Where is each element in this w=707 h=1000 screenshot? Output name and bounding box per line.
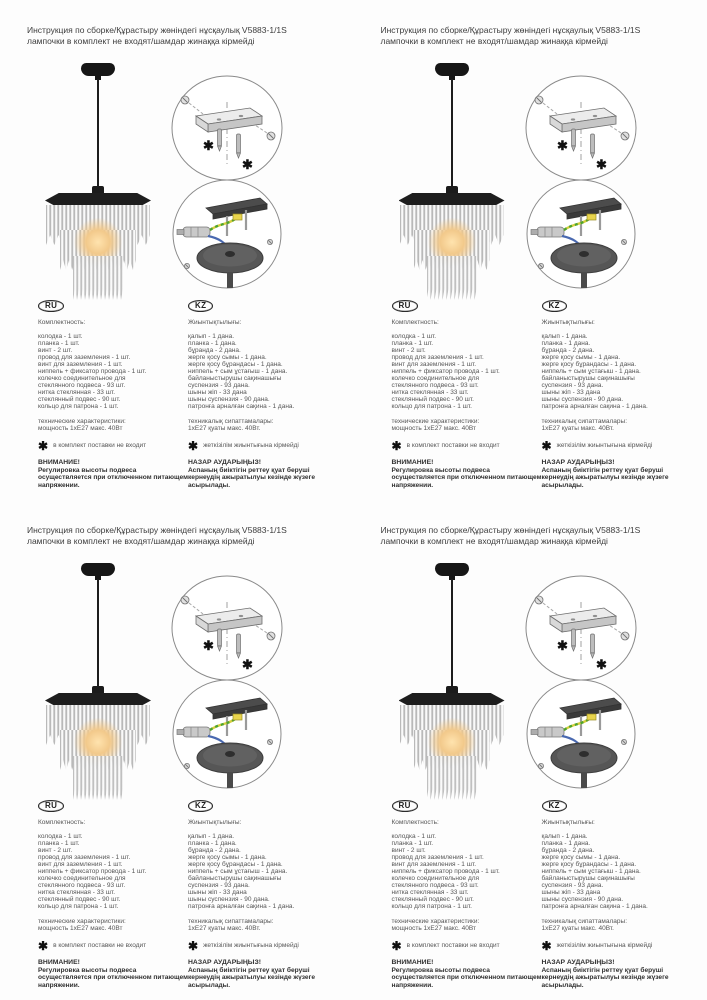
parts-list-item: бұранда - 2 дана. — [541, 846, 595, 854]
ru-tech-heading: технические характеристики: — [391, 417, 480, 425]
parts-list-item: планка - 1 дана. — [541, 339, 591, 347]
parts-list-item: жерге қосу бұрандасы - 1 дана. — [541, 860, 637, 868]
kz-warning — [188, 459, 340, 490]
parts-list-item: планка - 1 шт. — [38, 839, 80, 847]
parts-list-item: қалып - 1 дана. — [188, 832, 235, 840]
kz-footnote — [541, 438, 694, 453]
instruction-panel — [0, 0, 354, 500]
screw-icon — [184, 263, 189, 268]
asterisk-icon: ✱ — [391, 438, 402, 453]
ru-column — [38, 800, 190, 989]
parts-list-item: планка - 1 шт. — [391, 339, 434, 347]
ru-tech-specs — [392, 918, 544, 932]
title-line-1: Инструкция по сборке/Құрастыру жөніндегі нұсқаулық V5883-1/1S — [27, 525, 287, 535]
parts-list-item: винт - 2 шт. — [391, 346, 426, 354]
ru-tech-heading: технические характеристики: — [38, 417, 126, 425]
parts-list-item: колечко соединительное для — [391, 374, 480, 382]
ru-badge: RU — [392, 300, 418, 312]
parts-list-item: ниппель + фиксатор провода - 1 шт. — [38, 867, 147, 875]
screw-icon — [621, 239, 626, 244]
kz-footnote-text: жеткізілім жиынтығына кірмейді — [203, 942, 299, 949]
panel-slot-bottom-left — [0, 500, 354, 1000]
parts-list-item: байланыстырушы сақинашығы — [541, 874, 635, 882]
kz-tech-specs — [188, 418, 340, 432]
parts-list-item: провод для заземления - 1 шт. — [391, 353, 484, 361]
ru-warning-body: Регулировка высоты подвеса осуществляется при отключенном питающем напряжении. — [391, 966, 542, 989]
instruction-panel — [354, 500, 707, 1000]
asterisk-icon: ✱ — [188, 438, 199, 453]
kz-parts-list — [542, 833, 694, 910]
panel-title — [27, 25, 287, 47]
screw-icon — [538, 263, 543, 268]
parts-list-item: провод для заземления - 1 шт. — [38, 353, 131, 361]
parts-list-item: стеклянного подвеса - 93 шт. — [38, 881, 126, 889]
crystal-tier-3 — [73, 256, 123, 300]
wall-anchor-icon — [571, 129, 575, 151]
kz-badge: KZ — [188, 800, 213, 812]
parts-list-item: кольцо для патрона - 1 шт. — [38, 402, 119, 410]
parts-list-item: провод для заземления - 1 шт. — [38, 853, 131, 861]
kz-tech-value: 1хЕ27 қуаты макс. 40Вт. — [541, 424, 614, 432]
asterisk-marker: ✱ — [595, 657, 607, 672]
ru-parts-heading: Комплектность: — [391, 818, 439, 826]
chandelier-photo — [40, 560, 156, 790]
ru-warning-body: Регулировка высоты подвеса осуществляется при отключенном питающем напряжении. — [391, 466, 542, 489]
parts-list-item: бұранда - 2 дана. — [188, 346, 241, 354]
parts-list-item: патронға арналған сақина - 1 дана. — [188, 402, 295, 410]
parts-list-item: планка - 1 шт. — [391, 839, 434, 847]
mounting-bracket-diagram — [170, 74, 284, 182]
parts-list-item: нитка стеклянная - 33 шт. — [391, 888, 469, 896]
mounting-bracket-diagram — [524, 574, 638, 682]
ru-warning — [38, 959, 190, 990]
parts-list-item: шыны жіп - 33 дана — [541, 888, 601, 896]
kz-tech-heading: техникалық сипаттамалары: — [188, 417, 274, 425]
crystal-tier-3 — [427, 756, 477, 800]
kz-parts-list — [188, 333, 340, 410]
parts-list-item: колодка - 1 шт. — [38, 332, 83, 340]
wall-anchor-icon — [237, 634, 241, 658]
parts-list-item: планка - 1 шт. — [38, 339, 80, 347]
wall-anchor-icon — [218, 129, 222, 151]
kz-footnote — [541, 938, 694, 953]
ru-warning-title: ВНИМАНИЕ! — [38, 958, 80, 966]
ru-tech-value: мощность 1хЕ27 макс. 40Вт — [391, 924, 476, 932]
parts-list-item: жерге қосу сымы - 1 дана. — [188, 853, 267, 861]
parts-list-item: суспензия - 93 дана. — [188, 381, 250, 389]
ru-warning-title: ВНИМАНИЕ! — [391, 958, 434, 966]
panel-slot-top-left — [0, 0, 354, 500]
ru-warning — [38, 459, 190, 490]
parts-list-item: нитка стеклянная - 33 шт. — [38, 388, 116, 396]
wall-anchor-icon — [218, 629, 222, 651]
title-line-2: лампочки в комплект не входят/шамдар жинаққа кірмейді — [380, 36, 608, 46]
asterisk-marker: ✱ — [556, 138, 568, 153]
ru-tech-specs — [38, 918, 190, 932]
parts-list-item: планка - 1 дана. — [188, 339, 237, 347]
suspension-cord — [97, 579, 99, 692]
kz-badge: KZ — [542, 800, 567, 812]
ru-footnote-text: в комплект поставки не входит — [53, 442, 147, 449]
ru-warning-body: Регулировка высоты подвеса осуществляется при отключенном питающем напряжении. — [38, 966, 189, 989]
screw-icon — [267, 739, 272, 744]
kz-warning-body: Аспаның биіктігін реттеу қуат беруші кернеудің ажыратылуы кезінде жүзеге асырылады. — [541, 466, 669, 489]
screw-icon — [267, 239, 272, 244]
parts-list-item: патронға арналған сақина - 1 дана. — [541, 402, 648, 410]
ru-tech-value: мощность 1хЕ27 макс. 40Вт — [38, 924, 123, 932]
kz-parts-list — [188, 833, 340, 910]
kz-footnote — [188, 938, 340, 953]
asterisk-marker: ✱ — [556, 638, 568, 653]
parts-list-item: колодка - 1 шт. — [391, 332, 437, 340]
ru-parts-list — [38, 833, 190, 910]
kz-tech-value: 1хЕ27 қуаты макс. 40Вт. — [188, 424, 261, 432]
wall-anchor-icon — [590, 134, 594, 158]
parts-list-item: жерге қосу бұрандасы - 1 дана. — [541, 360, 637, 368]
asterisk-icon: ✱ — [188, 938, 199, 953]
wiring-canopy-diagram — [170, 178, 284, 292]
parts-list-item: колодка - 1 шт. — [38, 832, 83, 840]
parts-list-item: ниппель + сым ұстағыш - 1 дана. — [541, 867, 641, 875]
parts-list-item: шыны суспензия - 90 дана. — [541, 395, 624, 403]
parts-list-item: винт для заземления - 1 шт. — [38, 860, 123, 868]
asterisk-icon: ✱ — [541, 438, 552, 453]
kz-warning-body: Аспаның биіктігін реттеу қуат беруші кернеудің ажыратылуы кезінде жүзеге асырылады. — [188, 966, 316, 989]
ru-footnote — [391, 438, 544, 453]
ru-parts-list — [392, 833, 544, 910]
kz-warning-title: НАЗАР АУДАРЫҢЫЗ! — [541, 958, 615, 966]
parts-list-item: винт для заземления - 1 шт. — [391, 360, 477, 368]
parts-list-item: патронға арналған сақина - 1 дана. — [188, 902, 295, 910]
asterisk-marker: ✱ — [203, 638, 214, 653]
crystal-tier-3 — [73, 756, 123, 800]
asterisk-icon: ✱ — [38, 938, 49, 953]
kz-badge: KZ — [188, 300, 213, 312]
ru-warning-title: ВНИМАНИЕ! — [38, 458, 80, 466]
asterisk-marker: ✱ — [242, 157, 253, 172]
panel-slot-top-right — [354, 0, 707, 500]
parts-list-item: ниппель + фиксатор провода - 1 шт. — [38, 367, 147, 375]
parts-list-item: бұранда - 2 дана. — [541, 346, 595, 354]
wall-anchor-icon — [237, 134, 241, 158]
parts-list-item: планка - 1 дана. — [541, 839, 591, 847]
kz-tech-value: 1хЕ27 қуаты макс. 40Вт. — [541, 924, 614, 932]
parts-list-item: суспензия - 93 дана. — [188, 881, 250, 889]
ru-parts-list — [38, 333, 190, 410]
kz-warning-body: Аспаның биіктігін реттеу қуат беруші кернеудің ажыратылуы кезінде жүзеге асырылады. — [541, 966, 669, 989]
parts-list-item: жерге қосу бұрандасы - 1 дана. — [188, 860, 283, 868]
parts-list-item: ниппель + фиксатор провода - 1 шт. — [391, 867, 500, 875]
parts-list-item: жерге қосу бұрандасы - 1 дана. — [188, 360, 283, 368]
kz-tech-heading: техникалық сипаттамалары: — [188, 917, 274, 925]
parts-list-item: жерге қосу сымы - 1 дана. — [541, 353, 621, 361]
mounting-bracket-diagram — [524, 74, 638, 182]
parts-list-item: винт для заземления - 1 шт. — [38, 360, 123, 368]
panel-slot-bottom-right — [354, 500, 707, 1000]
kz-column — [542, 800, 694, 989]
ru-tech-specs — [392, 418, 544, 432]
kz-warning-body: Аспаның биіктігін реттеу қуат беруші кернеудің ажыратылуы кезінде жүзеге асырылады. — [188, 466, 316, 489]
title-line-1: Инструкция по сборке/Құрастыру жөніндегі нұсқаулық V5883-1/1S — [380, 25, 641, 35]
parts-list-item: ниппель + сым ұстағыш - 1 дана. — [541, 367, 641, 375]
parts-list-item: байланыстырушы сақинашығы — [188, 874, 282, 882]
kz-warning — [542, 959, 694, 990]
parts-list-item: байланыстырушы сақинашығы — [541, 374, 635, 382]
kz-tech-specs — [542, 918, 694, 932]
ru-warning-body: Регулировка высоты подвеса осуществляется при отключенном питающем напряжении. — [38, 466, 189, 489]
kz-parts-heading: Жиынтықтылығы: — [541, 818, 595, 826]
ru-tech-heading: технические характеристики: — [391, 917, 480, 925]
kz-column — [188, 800, 340, 989]
ru-footnote — [38, 938, 190, 953]
ru-badge: RU — [38, 800, 64, 812]
ru-footnote-text: в комплект поставки не входит — [406, 942, 500, 949]
asterisk-icon: ✱ — [38, 438, 49, 453]
asterisk-marker: ✱ — [203, 138, 214, 153]
parts-list-item: бұранда - 2 дана. — [188, 846, 241, 854]
wall-anchor-icon — [590, 634, 594, 658]
instruction-panel — [354, 0, 707, 500]
parts-list-item: винт - 2 шт. — [38, 346, 73, 354]
screw-icon — [538, 763, 543, 768]
ru-parts-list — [392, 333, 544, 410]
ru-parts-heading: Комплектность: — [391, 318, 439, 326]
parts-list-item: шыны суспензия - 90 дана. — [188, 895, 270, 903]
title-line-2: лампочки в комплект не входят/шамдар жинаққа кірмейді — [27, 36, 255, 46]
parts-list-item: кольцо для патрона - 1 шт. — [391, 902, 472, 910]
parts-list-item: ниппель + сым ұстағыш - 1 дана. — [188, 867, 288, 875]
parts-list-item: винт - 2 шт. — [38, 846, 73, 854]
ru-badge: RU — [392, 800, 418, 812]
parts-list-item: кольцо для патрона - 1 шт. — [38, 902, 119, 910]
parts-list-item: колечко соединительное для — [391, 874, 480, 882]
ru-column — [38, 300, 190, 489]
ru-parts-heading: Комплектность: — [38, 318, 86, 326]
kz-warning-title: НАЗАР АУДАРЫҢЫЗ! — [188, 958, 261, 966]
kz-footnote-text: жеткізілім жиынтығына кірмейді — [556, 442, 653, 449]
ru-warning-title: ВНИМАНИЕ! — [391, 458, 434, 466]
kz-warning — [542, 459, 694, 490]
ru-tech-heading: технические характеристики: — [38, 917, 126, 925]
parts-list-item: байланыстырушы сақинашығы — [188, 374, 282, 382]
ru-footnote-text: в комплект поставки не входит — [53, 942, 147, 949]
kz-parts-list — [542, 333, 694, 410]
instruction-panel — [0, 500, 354, 1000]
asterisk-icon: ✱ — [391, 938, 402, 953]
asterisk-marker: ✱ — [595, 157, 607, 172]
panel-title — [381, 525, 641, 547]
suspension-cord — [451, 79, 453, 192]
kz-footnote — [188, 438, 340, 453]
ru-badge: RU — [38, 300, 64, 312]
kz-column — [188, 300, 340, 489]
kz-badge: KZ — [542, 300, 567, 312]
ru-column — [392, 800, 544, 989]
parts-list-item: шыны жіп - 33 дана — [188, 888, 247, 896]
parts-list-item: нитка стеклянная - 33 шт. — [391, 388, 469, 396]
wiring-canopy-diagram — [524, 178, 638, 292]
kz-tech-specs — [188, 918, 340, 932]
ru-warning — [392, 959, 544, 990]
kz-parts-heading: Жиынтықтылығы: — [541, 318, 595, 326]
parts-list-item: стеклянный подвес - 90 шт. — [391, 395, 474, 403]
parts-list-item: қалып - 1 дана. — [188, 332, 235, 340]
parts-list-item: жерге қосу сымы - 1 дана. — [188, 353, 267, 361]
parts-list-item: стеклянного подвеса - 93 шт. — [391, 381, 479, 389]
parts-list-item: колечко соединительное для — [38, 374, 126, 382]
parts-list-item: стеклянный подвес - 90 шт. — [391, 895, 474, 903]
ru-footnote-text: в комплект поставки не входит — [406, 442, 500, 449]
kz-warning-title: НАЗАР АУДАРЫҢЫЗ! — [188, 458, 261, 466]
parts-list-item: суспензия - 93 дана. — [541, 381, 604, 389]
parts-list-item: колечко соединительное для — [38, 874, 126, 882]
title-line-2: лампочки в комплект не входят/шамдар жинаққа кірмейді — [27, 536, 255, 546]
parts-list-item: колодка - 1 шт. — [391, 832, 437, 840]
parts-list-item: стеклянного подвеса - 93 шт. — [391, 881, 479, 889]
wiring-canopy-diagram — [170, 678, 284, 792]
ru-tech-value: мощность 1хЕ27 макс. 40Вт — [38, 424, 123, 432]
parts-list-item: провод для заземления - 1 шт. — [391, 853, 484, 861]
crystal-tier-3 — [427, 256, 477, 300]
title-line-2: лампочки в комплект не входят/шамдар жинаққа кірмейді — [380, 536, 608, 546]
parts-list-item: шыны жіп - 33 дана — [188, 388, 247, 396]
ru-parts-heading: Комплектность: — [38, 818, 86, 826]
parts-list-item: стеклянный подвес - 90 шт. — [38, 395, 121, 403]
parts-list-item: стеклянный подвес - 90 шт. — [38, 895, 121, 903]
parts-list-item: стеклянного подвеса - 93 шт. — [38, 381, 126, 389]
ru-footnote — [391, 938, 544, 953]
kz-tech-value: 1хЕ27 қуаты макс. 40Вт. — [188, 924, 261, 932]
parts-list-item: шыны жіп - 33 дана — [541, 388, 601, 396]
kz-parts-heading: Жиынтықтылығы: — [188, 318, 242, 326]
panel-title — [27, 525, 287, 547]
suspension-cord — [97, 79, 99, 192]
wall-anchor-icon — [571, 629, 575, 651]
kz-footnote-text: жеткізілім жиынтығына кірмейді — [203, 442, 299, 449]
kz-tech-heading: техникалық сипаттамалары: — [541, 917, 628, 925]
ru-tech-specs — [38, 418, 190, 432]
parts-list-item: ниппель + сым ұстағыш - 1 дана. — [188, 367, 288, 375]
screw-icon — [184, 763, 189, 768]
parts-list-item: винт для заземления - 1 шт. — [391, 860, 477, 868]
parts-list-item: планка - 1 дана. — [188, 839, 237, 847]
parts-list-item: қалып - 1 дана. — [541, 832, 588, 840]
kz-column — [542, 300, 694, 489]
ru-footnote — [38, 438, 190, 453]
parts-list-item: кольцо для патрона - 1 шт. — [391, 402, 472, 410]
chandelier-photo — [394, 60, 510, 290]
parts-list-item: патронға арналған сақина - 1 дана. — [541, 902, 648, 910]
screw-icon — [621, 739, 626, 744]
parts-list-item: ниппель + фиксатор провода - 1 шт. — [391, 367, 500, 375]
asterisk-icon: ✱ — [541, 938, 552, 953]
panel-title — [381, 25, 641, 47]
wiring-canopy-diagram — [524, 678, 638, 792]
parts-list-item: винт - 2 шт. — [391, 846, 426, 854]
ru-column — [392, 300, 544, 489]
title-line-1: Инструкция по сборке/Құрастыру жөніндегі нұсқаулық V5883-1/1S — [380, 525, 641, 535]
parts-list-item: қалып - 1 дана. — [541, 332, 588, 340]
kz-tech-heading: техникалық сипаттамалары: — [541, 417, 628, 425]
kz-warning — [188, 959, 340, 990]
parts-list-item: шыны суспензия - 90 дана. — [188, 395, 270, 403]
parts-list-item: шыны суспензия - 90 дана. — [541, 895, 624, 903]
kz-tech-specs — [542, 418, 694, 432]
chandelier-photo — [394, 560, 510, 790]
kz-footnote-text: жеткізілім жиынтығына кірмейді — [556, 942, 653, 949]
asterisk-marker: ✱ — [242, 657, 253, 672]
ru-warning — [392, 459, 544, 490]
kz-warning-title: НАЗАР АУДАРЫҢЫЗ! — [541, 458, 615, 466]
kz-parts-heading: Жиынтықтылығы: — [188, 818, 242, 826]
chandelier-photo — [40, 60, 156, 290]
mounting-bracket-diagram — [170, 574, 284, 682]
suspension-cord — [451, 579, 453, 692]
parts-list-item: жерге қосу сымы - 1 дана. — [541, 853, 621, 861]
parts-list-item: суспензия - 93 дана. — [541, 881, 604, 889]
title-line-1: Инструкция по сборке/Құрастыру жөніндегі нұсқаулық V5883-1/1S — [27, 25, 287, 35]
parts-list-item: нитка стеклянная - 33 шт. — [38, 888, 116, 896]
ru-tech-value: мощность 1хЕ27 макс. 40Вт — [391, 424, 476, 432]
